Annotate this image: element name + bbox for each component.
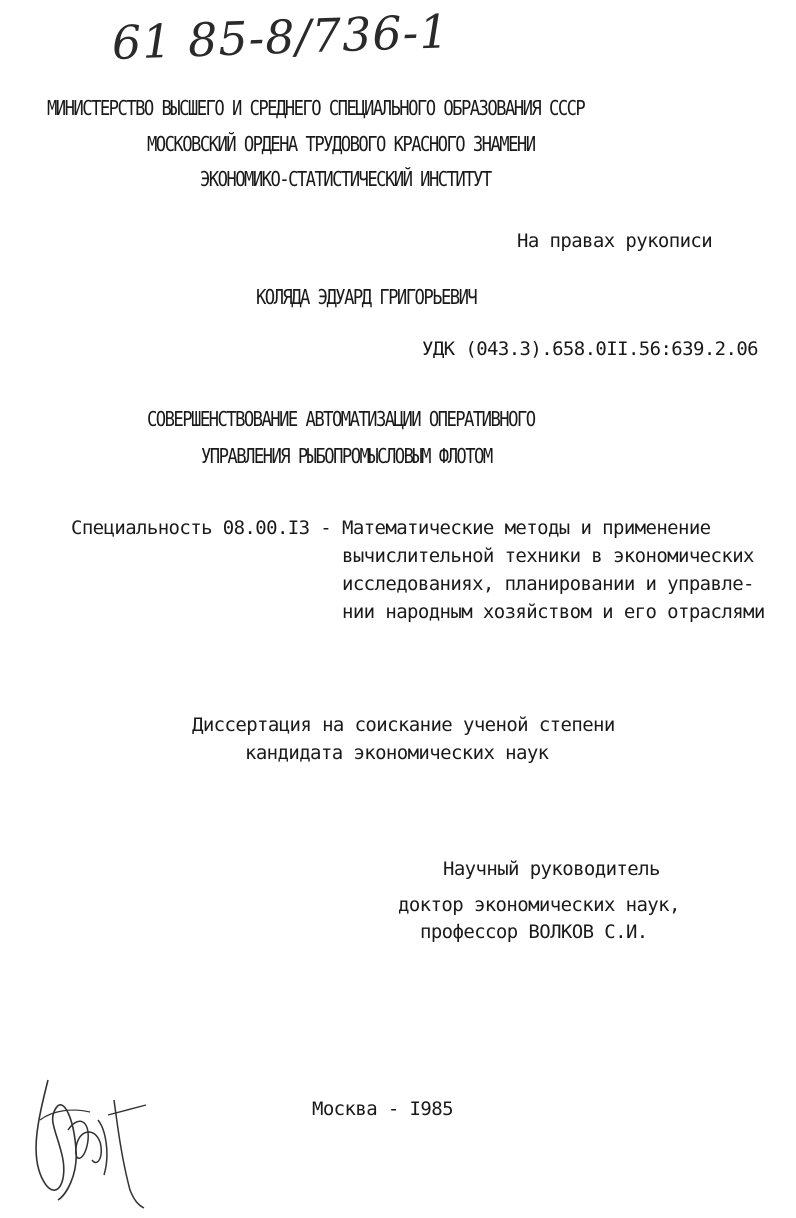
author-name: КОЛЯДА ЭДУАРД ГРИГОРЬЕВИЧ (256, 285, 477, 309)
udc-code: УДК (043.3).658.0II.56:639.2.06 (422, 338, 759, 360)
signature-image (18, 1060, 178, 1210)
specialty-label: Специальность 08.00.I3 - (71, 517, 332, 539)
dissertation-title-line-2: УПРАВЛЕНИЯ РЫБОПРОМЫСЛОВЫМ ФЛОТОМ (201, 444, 492, 468)
dissertation-degree-line-1: Диссертация на соискание ученой степени (192, 714, 615, 736)
place-and-year: Москва - I985 (312, 1098, 453, 1120)
supervisor-degree: доктор экономических наук, (398, 894, 680, 916)
specialty-line-1: Математические методы и применение (342, 517, 711, 539)
specialty-line-2: вычислительной техники в экономических (342, 545, 754, 567)
supervisor-name: профессор ВОЛКОВ С.И. (420, 921, 648, 943)
supervisor-label: Научный руководитель (443, 858, 660, 880)
specialty-line-3: исследованиях, планировании и управле- (342, 573, 754, 595)
ministry-header: МИНИСТЕРСТВО ВЫСШЕГО И СРЕДНЕГО СПЕЦИАЛЬНОГО ОБРАЗОВАНИЯ СССР (47, 96, 585, 120)
manuscript-rights-label: На правах рукописи (517, 230, 713, 252)
archive-number-handwritten: 61 85-8/736-1 (111, 4, 451, 70)
dissertation-title-line-1: СОВЕРШЕНСТВОВАНИЕ АВТОМАТИЗАЦИИ ОПЕРАТИВНОГО (147, 407, 535, 431)
institute-name-header: ЭКОНОМИКО-СТАТИСТИЧЕСКИЙ ИНСТИТУТ (200, 167, 491, 191)
specialty-line-4: нии народным хозяйством и его отраслями (342, 601, 765, 623)
dissertation-degree-line-2: кандидата экономических наук (245, 742, 549, 764)
institute-order-header: МОСКОВСКИЙ ОРДЕНА ТРУДОВОГО КРАСНОГО ЗНАМЕНИ (147, 132, 535, 156)
